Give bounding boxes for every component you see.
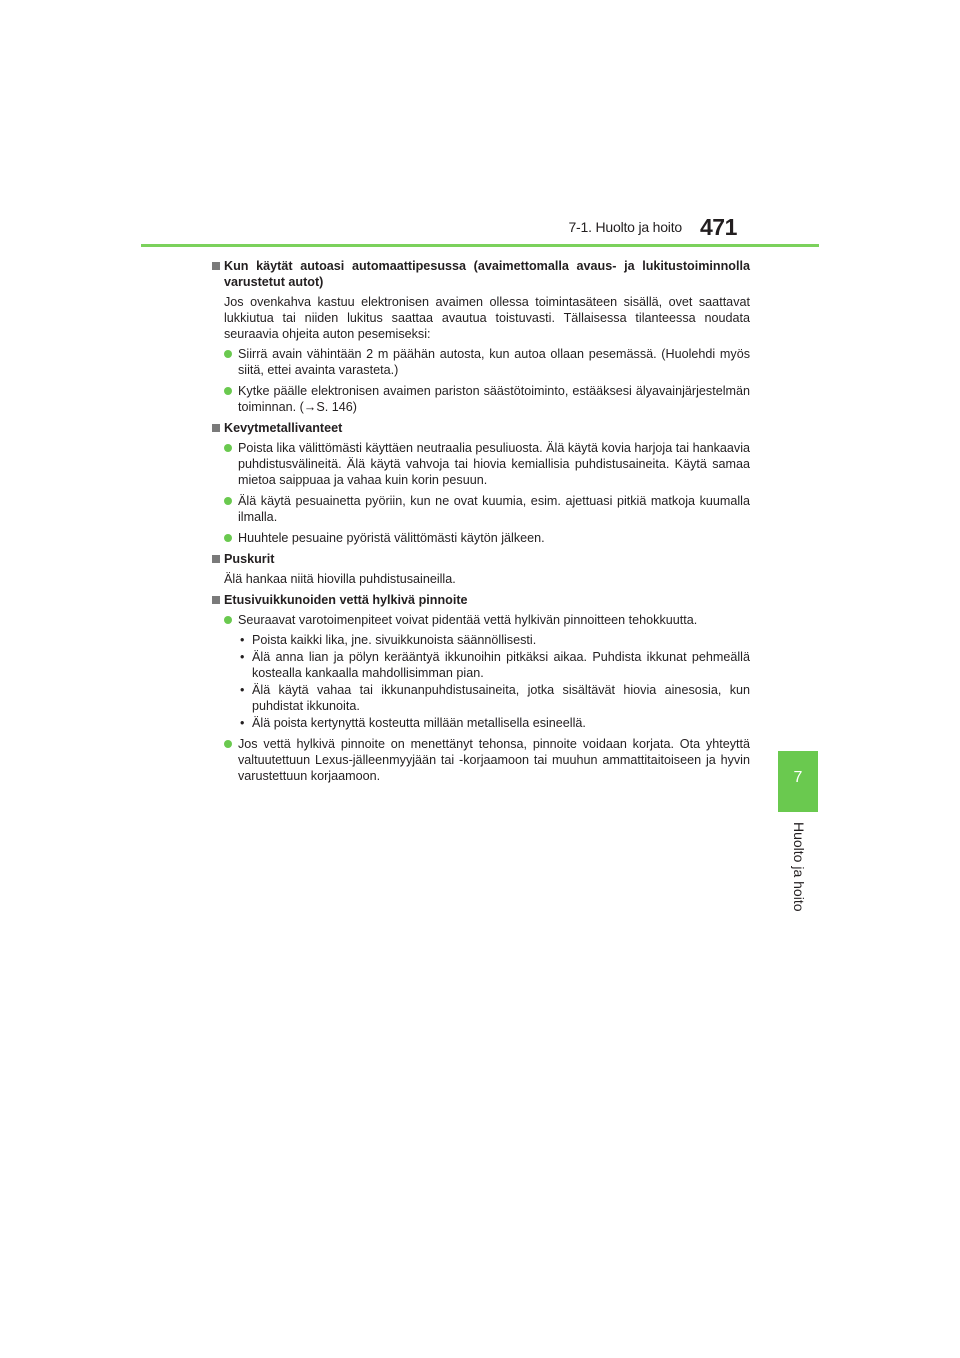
- section-window-coating: [212, 592, 750, 784]
- list-item-text: Seuraavat varotoimenpiteet voivat pidentää vettä hylkivän pinnoitteen tehokkuutta.: [238, 613, 698, 627]
- bullet-dot-icon: [224, 616, 232, 624]
- section-title: [212, 258, 750, 290]
- page-content: [212, 258, 750, 789]
- bullet-dot-icon: [224, 387, 232, 395]
- square-marker-icon: [212, 555, 220, 563]
- list-item: [212, 346, 750, 378]
- bullet-dot-icon: [224, 534, 232, 542]
- sub-list-item: • Älä käytä vahaa tai ikkunanpuhdistusaineita, jotka sisältävät hiovia ainesosia, kun puhdistat ikkunoita.: [238, 682, 750, 714]
- list-item-text: Poista lika välittömästi käyttäen neutraalia pesuliuosta. Älä käytä kovia harjoja tai hankaavia puhdistusvälineitä. Älä käytä vahvoja tai hiovia kemiallisia puhdistusaineita. Käytä samaa mietoa saippuaa ja vahaa kuin korin pesuun.: [238, 441, 750, 487]
- section-bumpers: [212, 551, 750, 587]
- bullet-dot-icon: [224, 497, 232, 505]
- sub-list-item: • Älä anna lian ja pölyn kerääntyä ikkunoihin pitkäksi aikaa. Puhdista ikkunat pehmeällä kostealla kankaalla mahdollisimman pian.: [238, 649, 750, 681]
- section-paragraph: Jos ovenkahva kastuu elektronisen avaimen ollessa toimintasäteen sisällä, ovet saattavat lukkiutua tai niiden lukitus saattaa avautua toistuvasti. Tällaisessa tilanteessa noudata seuraavia ohjeita auton pesemiseksi:: [224, 295, 750, 341]
- bullet-dot-icon: [224, 740, 232, 748]
- list-item: [212, 383, 750, 415]
- sub-bullet-list: [238, 632, 750, 731]
- section-title-text: Kun käytät autoasi automaattipesussa (avaimettomalla avaus- ja lukitustoiminnolla varustetut autot): [224, 259, 750, 289]
- section-title: [212, 551, 750, 567]
- bullet-list: [212, 346, 750, 415]
- section-title-text: Kevytmetallivanteet: [224, 421, 343, 435]
- list-item-text: Jos vettä hylkivä pinnoite on menettänyt tehonsa, pinnoite voidaan korjata. Ota yhteyttä valtuutettuun Lexus-jälleenmyyjään tai -korjaamoon tai muuhun ammattitaitoiseen ja hyvin varustettuun korjaamoon.: [238, 737, 750, 783]
- list-item: [212, 612, 750, 731]
- list-item-text: Kytke päälle elektronisen avaimen pariston säästötoiminto, estääksesi älyavainjärjestelmän toiminnan. (→S. 146): [238, 384, 750, 414]
- square-marker-icon: [212, 424, 220, 432]
- chapter-tab: [778, 751, 818, 812]
- header-section-title: 7-1. Huolto ja hoito: [568, 219, 682, 235]
- list-item-text: Huuhtele pesuaine pyöristä välittömästi käytön jälkeen.: [238, 531, 545, 545]
- chapter-side-label: Huolto ja hoito: [791, 822, 807, 912]
- bullet-dot-icon: [224, 444, 232, 452]
- section-title: [212, 420, 750, 436]
- section-title-text: Etusivuikkunoiden vettä hylkivä pinnoite: [224, 593, 468, 607]
- list-item-text: Älä käytä pesuainetta pyöriin, kun ne ovat kuumia, esim. ajettuasi pitkiä matkoja kuumalla ilmalla.: [238, 494, 750, 524]
- section-title-text: Puskurit: [224, 552, 275, 566]
- page-number: 471: [700, 214, 737, 240]
- chapter-tab-number: 7: [793, 769, 803, 786]
- bullet-list: [212, 612, 750, 784]
- section-alloy-wheels: [212, 420, 750, 546]
- sub-list-item: • Poista kaikki lika, jne. sivuikkunoista säännöllisesti.: [238, 632, 750, 648]
- list-item: [212, 530, 750, 546]
- list-item: [212, 493, 750, 525]
- bullet-list: [212, 440, 750, 546]
- section-paragraph: Älä hankaa niitä hiovilla puhdistusaineilla.: [224, 572, 456, 586]
- bullet-dot-icon: [224, 350, 232, 358]
- list-item: [212, 440, 750, 488]
- list-item: [212, 736, 750, 784]
- section-car-wash: [212, 258, 750, 415]
- header-rule: [141, 244, 819, 247]
- section-title: [212, 592, 750, 608]
- square-marker-icon: [212, 262, 220, 270]
- square-marker-icon: [212, 596, 220, 604]
- list-item-text: Siirrä avain vähintään 2 m päähän autosta, kun autoa ollaan pesemässä. (Huolehdi myös siitä, ettei avainta varasteta.): [238, 347, 750, 377]
- sub-list-item: • Älä poista kertynyttä kosteutta millään metallisella esineellä.: [238, 715, 750, 731]
